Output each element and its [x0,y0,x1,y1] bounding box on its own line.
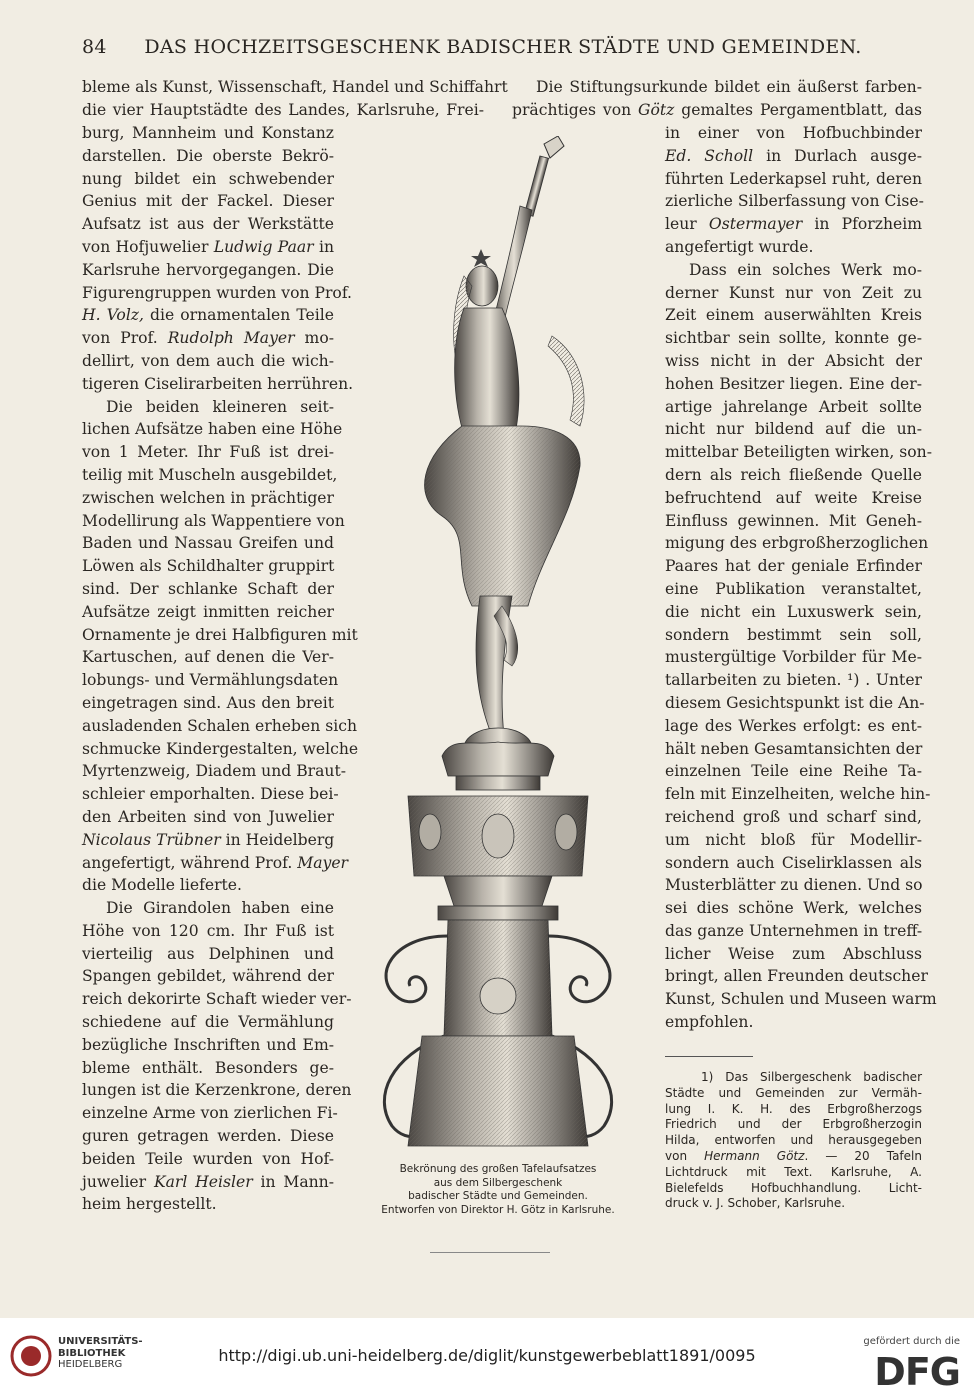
right-column-wide-lines [512,76,922,122]
text-line: Die Girandolen haben eine [106,899,334,918]
text-line: den Arbeiten sind von Juwelier [82,807,334,826]
text-line: eine Publikation veranstaltet, [665,579,922,598]
text-line: sei dies schöne Werk, welches [665,899,922,918]
footnote-rule [665,1056,753,1057]
institution-line: HEIDELBERG [58,1359,123,1370]
text-line: derner Kunst nur von Zeit zu [665,283,922,302]
text-line: schmucke Kindergestalten, welche [82,739,359,758]
text-line: Ed. Scholl in Durlach ausge- [665,146,922,165]
text-line: bleme enthält. Besonders ge- [82,1058,334,1077]
silver-centerpiece-illustration [352,136,644,1156]
text-line: einzelnen Teile eine Reihe Ta- [665,762,922,781]
text-line: Paares hat der geniale Erfinder [665,557,922,576]
text-line: empfohlen. [665,1013,754,1032]
text-line: tigeren Ciselirarbeiten herrühren. [82,374,354,393]
text-line: lage des Werkes erfolgt: es ent- [665,716,922,735]
institution-line: BIBLIOTHEK [58,1347,126,1359]
text-line: Figurengruppen wurden von Prof. [82,283,352,302]
text-line: sondern bestimmt sein soll, [665,625,922,644]
text-line: führten Lederkapsel ruht, deren [665,169,922,188]
text-line: einzelne Arme von zierlichen Fi- [82,1104,338,1123]
text-line: nicht nur bildend auf die un- [665,420,922,439]
text-line: Aufsätze zeigt inmitten reicher [82,602,334,621]
text-line: in einer von Hofbuchbinder [665,124,922,142]
text-line: von 1 Meter. Ihr Fuß ist drei- [82,443,334,462]
figure-caption [352,1163,644,1217]
text-line: 1) Das Silbergeschenk badischer [701,1070,922,1084]
text-line: zierliche Silberfassung von Cise- [665,192,924,211]
page-number: 84 [82,36,107,58]
source-url-link[interactable]: http://digi.ub.uni-heidelberg.de/diglit/kunstgewerbeblatt1891/0095 [218,1346,756,1365]
text-line: prächtiges von Götz gemaltes Pergamentblatt, das [512,100,922,119]
text-line: licher Weise zum Abschluss [665,944,922,963]
text-line: um nicht bloß für Modellir- [665,830,922,849]
text-line: Die Stiftungsurkunde bildet ein äußerst farben- [536,78,922,96]
text-line: angefertigt, während Prof. Mayer [82,853,349,872]
text-line: zwischen welchen in prächtiger [82,488,334,507]
text-line: teilig mit Muscheln ausgebildet, [82,465,338,484]
text-line: die nicht ein Luxuswerk sein, [665,602,922,621]
text-line: Baden und Nassau Greifen und [82,534,334,553]
bottom-ornament-rule [430,1252,550,1253]
text-line: Friedrich und der Erbgroßherzogin [665,1117,922,1132]
text-line: Die beiden kleineren seit- [106,397,334,416]
text-line: befruchtend auf weite Kreise [665,488,922,507]
text-line: hohen Besitzer liegen. Eine der- [665,374,922,393]
text-line: eingetragen sind. Aus den breit [82,693,334,712]
left-column [82,122,359,1216]
text-line: Myrtenzweig, Diadem und Braut- [82,762,346,781]
text-line: artige jahrelange Arbeit sollte [665,397,922,416]
text-line: Zeit einem auserwählten Kreis [665,306,922,325]
text-line: Kartuschen, auf denen die Ver- [82,648,334,667]
text-line: dern als reich fließende Quelle [665,465,922,484]
text-line: reichend groß und scharf sind, [665,807,922,826]
text-line: ausladenden Schalen erheben sich [82,716,357,735]
text-line: druck v. J. Schober, Karlsruhe. [665,1196,846,1211]
caption-line: Entworfen von Direktor H. Götz in Karlsruhe. [381,1203,615,1216]
footnote [665,1070,922,1212]
text-line: bringt, allen Freunden deutscher [665,967,928,986]
text-line: lichen Aufsätze haben eine Höhe [82,420,343,439]
text-line: Städte und Gemeinden zur Vermäh- [665,1085,922,1100]
text-line: juwelier Karl Heisler in Mann- [82,1172,334,1191]
text-line: H. Volz, die ornamentalen Teile [82,306,334,325]
text-line: hält neben Gesamtansichten der [665,739,923,758]
text-line: Spangen gebildet, während der [82,967,334,986]
text-line: Modellirung als Wappentiere von [82,511,345,530]
text-line: mustergültige Vorbilder für Me- [665,648,922,667]
text-line: bezügliche Inschriften und Em- [82,1035,334,1054]
caption-line: badischer Städte und Gemeinden. [408,1190,588,1203]
text-line: leur Ostermayer in Pforzheim [665,215,922,234]
text-line: dellirt, von dem auch die wich- [82,351,334,370]
institution-line: UNIVERSITÄTS- [58,1336,143,1347]
text-line: Karlsruhe hervorgegangen. Die [82,260,334,279]
text-line: diesem Gesichtspunkt ist die An- [665,693,925,712]
text-line: tallarbeiten zu bieten. ¹) . Unter [665,671,922,690]
text-line: Ornamente je drei Halbfiguren mit [82,625,358,644]
left-column-wide-lines [82,76,508,122]
text-line: bleme als Kunst, Wissenschaft, Handel und Schiffahrt [82,78,508,96]
text-line: Nicolaus Trübner in Heidelberg [82,830,335,849]
text-line: Einfluss gewinnen. Mit Geneh- [665,511,922,530]
text-line: vierteilig aus Delphinen und [82,944,334,963]
text-line: Musterblätter zu dienen. Und so [665,876,923,895]
text-line: reich dekorirte Schaft wieder ver- [82,990,352,1009]
text-line: nung bildet ein schwebender [82,169,334,188]
text-line: von Hofjuwelier Ludwig Paar in [82,237,334,256]
text-line: Lichtdruck mit Text. Karlsruhe, A. [665,1164,922,1179]
text-line: lung I. K. H. des Erbgroßherzogs [665,1101,922,1116]
text-line: Löwen als Schildhalter gruppirt [82,557,335,576]
text-line: Bielefelds Hofbuchhandlung. Licht- [665,1180,922,1195]
dfg-logo: DFG [874,1350,960,1394]
text-line: sondern auch Ciselirklassen als [665,853,922,872]
text-line: mittelbar Beteiligten wirken, son- [665,443,932,462]
caption-line: Bekrönung des großen Tafelaufsatzes [399,1163,597,1175]
text-line: darstellen. Die oberste Bekrö- [82,146,334,165]
text-line: feln mit Einzelheiten, welche hin- [665,785,931,804]
text-line: sind. Der schlanke Schaft der [82,579,334,598]
caption-line: aus dem Silbergeschenk [433,1176,563,1189]
text-line: die vier Hauptstädte des Landes, Karlsruhe, Frei- [82,100,484,119]
text-line: burg, Mannheim und Konstanz [82,124,334,142]
text-line: heim hergestellt. [82,1195,217,1214]
right-column [665,122,937,1034]
text-line: Höhe von 120 cm. Ihr Fuß ist [82,921,334,940]
text-line: von Prof. Rudolph Mayer mo- [82,329,334,348]
text-line: Hilda, entworfen und herausgegeben [665,1133,922,1148]
text-line: angefertigt wurde. [665,237,814,256]
text-line: Kunst, Schulen und Museen warm [665,990,937,1009]
text-line: schleier emporhalten. Diese bei- [82,785,339,804]
text-line: migung des erbgroßherzoglichen [665,534,929,553]
text-line: guren getragen werden. Diese [82,1127,334,1146]
text-line: Genius mit der Fackel. Dieser [82,192,334,211]
text-line: lungen ist die Kerzenkrone, deren [82,1081,352,1100]
text-line: wiss nicht in der Absicht der [665,351,922,370]
text-line: Dass ein solches Werk mo- [689,260,922,279]
text-line: sichtbar sein sollte, konnte ge- [665,329,922,348]
text-line: Aufsatz ist aus der Werkstätte [82,215,334,234]
text-line: beiden Teile wurden von Hof- [82,1149,334,1168]
text-line: von Hermann Götz. — 20 Tafeln [665,1148,922,1163]
text-line: die Modelle lieferte. [82,876,242,895]
funding-note: gefördert durch die [863,1336,960,1347]
running-title: DAS HOCHZEITSGESCHENK BADISCHER STÄDTE UND GEMEINDEN. [144,36,862,58]
text-line: schiedene auf die Vermählung [82,1013,334,1032]
text-line: das ganze Unternehmen in treff- [665,921,923,940]
text-line: lobungs- und Vermählungsdaten [82,671,339,690]
